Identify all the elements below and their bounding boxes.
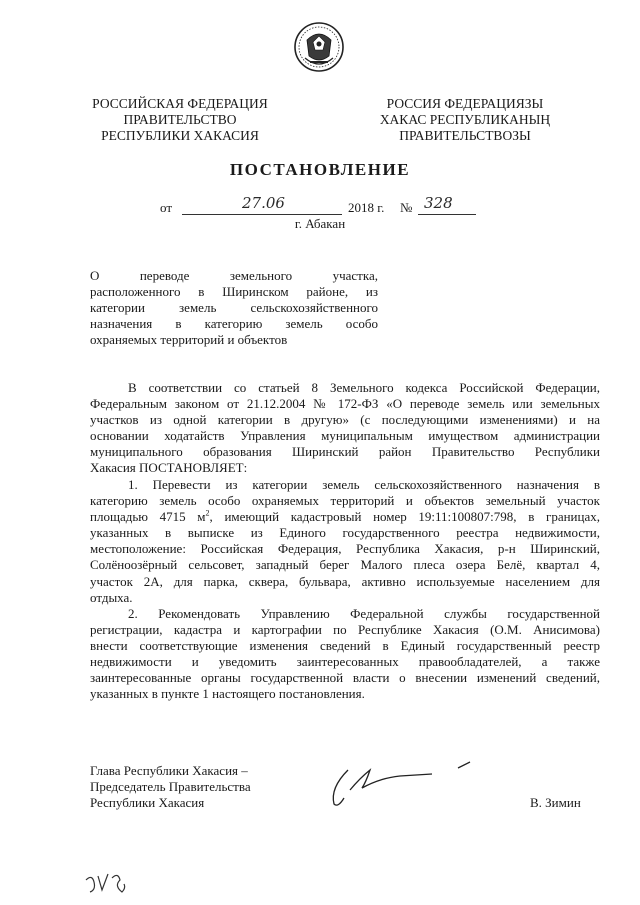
header-left-line: РОССИЙСКАЯ ФЕДЕРАЦИЯ <box>92 96 268 111</box>
body-line: 1. Перевести из категории земель сельскохозяйственного назначения в <box>128 477 600 492</box>
subject-line: О переводе земельного участка, <box>90 268 378 283</box>
body-line: местоположение: Российская Федерация, Республика Хакасия, р-н Ширинский, <box>90 541 600 557</box>
body-line <box>90 509 600 525</box>
body-line: недвижимости и уведомить заинтересованных правообладателей, а также <box>90 654 600 670</box>
cadastral-text: , имеющий кадастровый номер 19:11:100807:798, в границах, <box>209 509 600 525</box>
body-line: категорию земель особо охраняемых территорий и объектов земельный участок <box>90 493 600 509</box>
signatory-title-line: Республики Хакасия <box>90 795 205 810</box>
body-line: Солёноозёрный сельсовет, западный берег Малого плеса озера Белё, квартал 4, <box>90 557 600 573</box>
area-superscript: 2 <box>205 508 210 518</box>
handwritten-initials <box>82 868 130 898</box>
subject-line: назначения в категорию земель особо <box>90 316 378 331</box>
body-line: В соответствии со статьей 8 Земельного кодекса Российской Федерации, <box>128 380 600 395</box>
body-line: участков из одной категории в другую» (с последующими изменениями) и на <box>90 412 600 428</box>
body-line: Федеральным законом от 21.12.2004 № 172-ФЗ «О переводе земель или земельных <box>90 396 600 412</box>
handwritten-date: 27.06 <box>242 194 285 212</box>
clause-2-paragraph <box>90 606 600 703</box>
body-line: участок 2А, для парка, сквера, бульвара, активно используемые населением для <box>90 573 600 589</box>
header-left-line: РЕСПУБЛИКИ ХАКАСИЯ <box>101 128 259 143</box>
body-line: основании ходатайств Управления муниципальным имуществом администрации <box>90 428 600 444</box>
area-text: площадью 4715 м <box>90 509 206 525</box>
body-line: муниципального образования Ширинский район Правительство Республики <box>90 444 600 460</box>
body-line: Хакасия ПОСТАНОВЛЯЕТ: <box>90 460 248 476</box>
body-line: указанных в пункте 1 настоящего постановления. <box>90 686 365 702</box>
document-subject <box>90 268 378 348</box>
signatory-title-line: Глава Республики Хакасия – <box>90 763 248 778</box>
preamble-paragraph <box>90 380 600 477</box>
signatory-name: В. Зимин <box>530 795 581 810</box>
signatory-title-line: Председатель Правительства <box>90 779 251 794</box>
body-line: отдыха. <box>90 589 133 605</box>
body-line: указанных в выписке из Единого государственного реестра недвижимости, <box>90 525 600 541</box>
handwritten-signature <box>320 748 485 810</box>
header-right-line: РОССИЯ ФЕДЕРАЦИЯЗЫ <box>386 96 544 111</box>
body-line: заинтересованные органы государственной власти о внесении изменений сведений, <box>90 670 600 686</box>
date-prefix: от <box>160 200 173 215</box>
subject-line: категории земель сельскохозяйственного <box>90 300 378 315</box>
header-left-line: ПРАВИТЕЛЬСТВО <box>123 112 237 127</box>
body-line: внести соответствующие изменения сведений в Единый государственный реестр <box>90 638 600 654</box>
body-line: регистрации, кадастра и картографии по Республике Хакасия (О.М. Анисимова) <box>90 622 600 638</box>
header-right <box>365 96 565 144</box>
document-title: ПОСТАНОВЛЕНИЕ <box>229 160 411 179</box>
header-right-line: ХАКАС РЕСПУБЛИКАНЫҢ <box>379 112 551 127</box>
date-underline <box>182 214 342 215</box>
city-label: г. Абакан <box>294 216 346 231</box>
year-label: 2018 г. <box>348 200 385 215</box>
coat-of-arms-icon <box>293 20 345 74</box>
header-left <box>80 96 280 144</box>
handwritten-number: 328 <box>424 194 453 212</box>
date-number-line <box>160 196 500 218</box>
subject-line: расположенного в Ширинском районе, из <box>90 284 378 299</box>
signatory-title <box>90 763 290 811</box>
number-underline <box>418 214 476 215</box>
subject-line: охраняемых территорий и объектов <box>90 332 288 347</box>
header-right-line: ПРАВИТЕЛЬСТВОЗЫ <box>399 128 531 143</box>
number-sign: № <box>400 200 413 215</box>
body-line: 2. Рекомендовать Управлению Федеральной службы государственной <box>128 606 600 621</box>
clause-1-paragraph <box>90 477 600 606</box>
